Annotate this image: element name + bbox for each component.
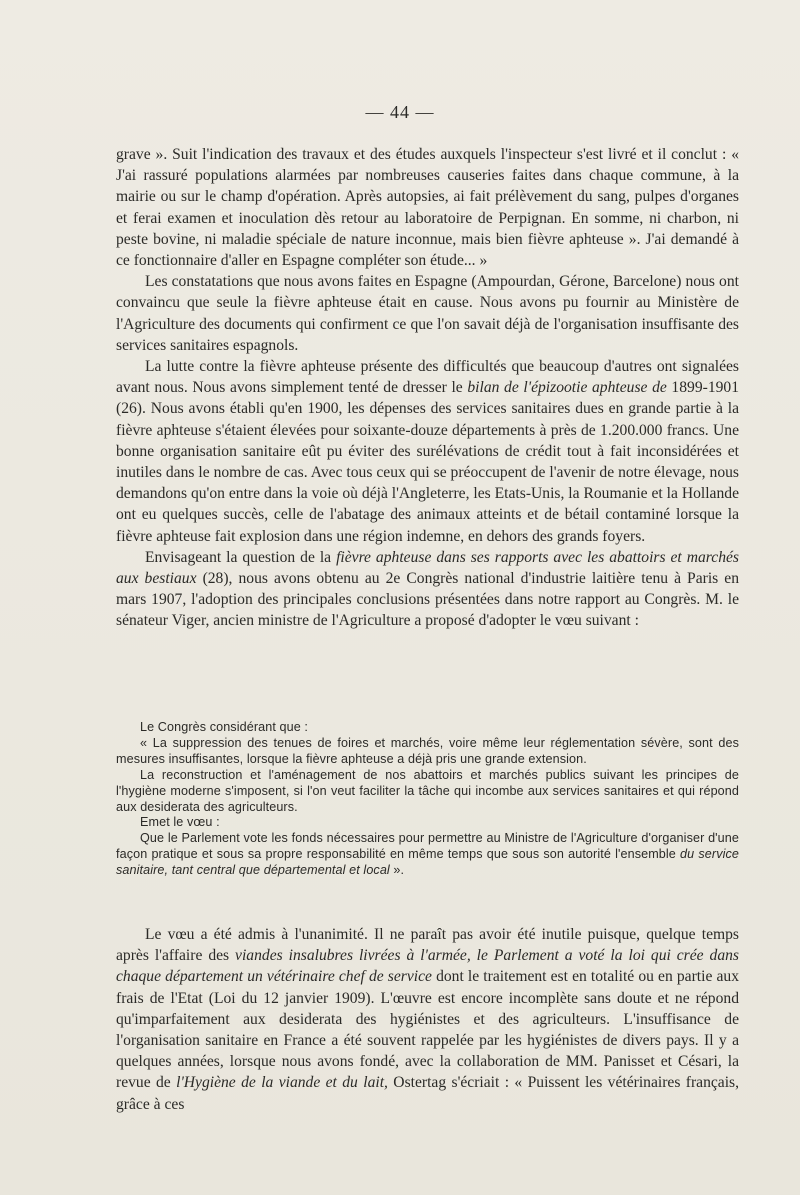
congress-resolution-quote [116, 720, 739, 879]
text-run: ». [389, 863, 405, 878]
quote-paragraph [116, 831, 739, 879]
text-run: Les constatations que nous avons faites en Espagne (Ampourdan, Gérone, Barcelone) nous ont convaincu que seule la fièvre aphteuse était en cause. Nous avons pu fournir au Ministère de l'Agriculture des documents qui confirment ce que l'on savait déjà de l'organisation insuffisante des services sanitaires espagnols. [116, 273, 739, 354]
quote-paragraph [116, 768, 739, 816]
text-run: grave ». Suit l'indication des travaux et des études auxquels l'inspecteur s'est livré et il conclut : « J'ai rassuré populations alarmées par nombreuses causeries faites dans chaque commune, à la mairie ou sur le champ d'opération. Après autopsies, ai fait prélèvement du sang, pulpes d'organes et ferai examen et inoculation dès retour au laboratoire de Perpignan. En somme, ni charbon, ni peste bovine, ni maladie spéciale de nature inconnue, mais bien fièvre aphteuse ». J'ai demandé à ce fonctionnaire d'aller en Espagne compléter son étude... » [116, 146, 739, 270]
text-run: Le vœu a été admis à l'unanimité. Il ne paraît pas avoir été inutile puisque, quelque temps après l'affaire des [116, 926, 739, 965]
italic-text: fièvre aphteuse dans ses rapports avec les abattoirs et marchés aux bestiaux [116, 548, 739, 588]
main-text [116, 144, 739, 632]
quote-paragraph [116, 815, 739, 831]
italic-text: du service sanitaire, tant central que départemental et local [116, 847, 739, 878]
text-run: (28), nous avons obtenu au 2e Congrès national d'industrie laitière tenu à Paris en mars 1907, l'adoption des principales conclusions présentées dans notre rapport au Congrès. M. le sénateur Viger, ancien ministre de l'Agriculture a proposé d'adopter le vœu suivant : [116, 570, 740, 630]
text-run: Que le Parlement vote les fonds nécessaires pour permettre au Ministre de l'Agriculture d'organiser d'une façon pratique et sous sa propre responsabilité en même temps que sous son autorité l'ensemble [116, 831, 739, 862]
paragraph [116, 547, 739, 632]
quote-paragraph [116, 736, 739, 768]
text-run: La lutte contre la fièvre aphteuse présente des difficultés que beaucoup d'autres ont signalées avant nous. Nous avons simplement tenté de dresser le [116, 358, 739, 397]
paragraph [116, 144, 739, 271]
text-run: « La suppression des tenues de foires et marchés, voire même leur réglementation sévère, sont des mesures insuffisantes, lorsque la fièvre aphteuse a déjà pris une grande extension. [116, 735, 739, 766]
paragraph [116, 356, 739, 547]
text-run: Envisageant la question de la [145, 548, 337, 566]
italic-text: bilan de l'épizootie aphteuse de [467, 379, 667, 397]
text-run: La reconstruction et l'aménagement de nos abattoirs et marchés publics suivant les principes de l'hygiène moderne s'imposent, si l'on veut faciliter la tâche qui incombe aux services sanitaires et qui répond aux desiderata des agriculteurs. [116, 767, 739, 814]
paragraph [116, 924, 739, 1115]
page-number: — 44 — [365, 102, 435, 122]
text-run: dont le traitement est en totalité ou en partie aux frais de l'Etat (Loi du 12 janvier 1909). L'œuvre est encore incomplète sans doute et ne répond qu'imparfaitement aux desiderata des hygiénistes et des agriculteurs. L'insuffisance de l'organisation sanitaire en France a été souvent rappelée par les hygiénistes de divers pays. Il y a quelques années, lorsque nous avons fondé, avec la collaboration de MM. Panisset et Césari, la revue de [116, 968, 740, 1092]
text-run: Le Congrès considérant que : [140, 720, 309, 734]
italic-text: l'Hygiène de la viande et du lait, [176, 1074, 388, 1092]
text-run: Ostertag s'écriait : « Puissent les vétérinaires français, grâce à ces [116, 1074, 740, 1113]
text-run: Emet le vœu : [140, 815, 220, 830]
closing-text [116, 924, 739, 1115]
italic-text: viandes insalubres livrées à l'armée, le Parlement a voté la loi qui crée dans chaque département un vétérinaire chef de service [116, 947, 739, 986]
text-run: 1899-1901 (26). Nous avons établi qu'en 1900, les dépenses des services sanitaires dues en grande partie à la fièvre aphteuse s'étaient élevées pour soixante-douze départements à près de 1.200.000 francs. Une bonne organisation sanitaire eût pu éviter des surélévations de crédit tout à fait inconsidérées et inutiles dans le nombre de cas. Avec tous ceux qui se préoccupent de l'avenir de notre élevage, nous demandons qu'on entre dans la voie où déjà l'Angleterre, les Etats-Unis, la Roumanie et la Hollande ont eu quelques succès, celle de l'abatage des animaux atteints et de bétail contaminé lorsque la fièvre aphteuse fait explosion dans une région indemne, en dehors des grands foyers. [116, 379, 740, 545]
paragraph [116, 271, 739, 356]
quote-paragraph [116, 720, 739, 736]
